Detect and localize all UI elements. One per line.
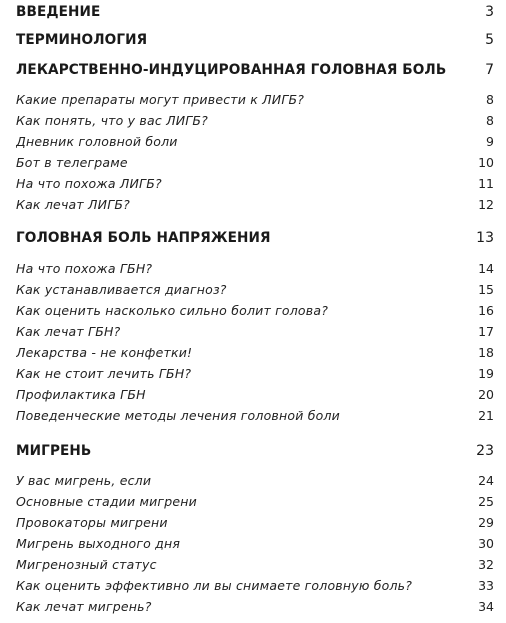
toc-item[interactable] [16, 366, 494, 381]
toc-item-title: На что похожа ГБН? [16, 261, 153, 276]
toc-item[interactable] [16, 197, 494, 212]
toc-page-number: 14 [478, 261, 494, 276]
toc-item-title: На что похожа ЛИГБ? [16, 176, 162, 191]
toc-item-title: Лекарства - не конфетки! [16, 345, 193, 360]
toc-page-number: 24 [478, 473, 494, 488]
toc-item[interactable] [16, 473, 494, 488]
toc-page-number: 7 [485, 62, 494, 78]
toc-section[interactable] [16, 443, 494, 459]
toc-item-title: Как лечат ЛИГБ? [16, 197, 130, 212]
toc-item[interactable] [16, 282, 494, 297]
toc-item[interactable] [16, 176, 494, 191]
toc-item-title: У вас мигрень, если [16, 473, 152, 488]
toc-item-title: Дневник головной боли [16, 134, 178, 149]
toc-item[interactable] [16, 345, 494, 360]
toc-page-number: 17 [478, 324, 494, 339]
toc-item[interactable] [16, 113, 494, 128]
toc-page-number: 23 [476, 443, 494, 459]
toc-item-title: Как оценить эффективно ли вы снимаете головную боль? [16, 578, 413, 593]
toc-item-title: Провокаторы мигрени [16, 515, 168, 530]
toc-page-number: 5 [485, 32, 494, 48]
toc-page-number: 29 [478, 515, 494, 530]
toc-item-title: Мигрень выходного дня [16, 536, 181, 551]
toc-item[interactable] [16, 515, 494, 530]
toc-page-number: 34 [478, 599, 494, 614]
toc-item-title: Поведенческие методы лечения головной боли [16, 408, 340, 423]
toc-page-number: 11 [478, 176, 494, 191]
toc-item[interactable] [16, 536, 494, 551]
toc-item[interactable] [16, 324, 494, 339]
toc-item-title: Мигренозный статус [16, 557, 157, 572]
toc-page-number: 13 [476, 230, 494, 246]
toc-item[interactable] [16, 303, 494, 318]
toc-page-number: 30 [478, 536, 494, 551]
toc-item[interactable] [16, 134, 494, 149]
toc-page-number: 25 [478, 494, 494, 509]
toc-item[interactable] [16, 557, 494, 572]
toc-page-number: 21 [478, 408, 494, 423]
toc-page-number: 8 [486, 92, 494, 107]
toc-page-number: 9 [486, 134, 494, 149]
toc-item[interactable] [16, 261, 494, 276]
toc-item-title: Как лечат мигрень? [16, 599, 152, 614]
toc-page-number: 18 [478, 345, 494, 360]
toc-item-title: Как устанавливается диагноз? [16, 282, 227, 297]
toc-section-title: ГОЛОВНАЯ БОЛЬ НАПРЯЖЕНИЯ [16, 230, 271, 246]
toc-item[interactable] [16, 408, 494, 423]
toc-item[interactable] [16, 599, 494, 614]
toc-page-number: 3 [485, 4, 494, 20]
toc-section-title: МИГРЕНЬ [16, 443, 92, 459]
toc-item[interactable] [16, 494, 494, 509]
toc-page-number: 10 [478, 155, 494, 170]
toc-item[interactable] [16, 155, 494, 170]
toc-item[interactable] [16, 578, 494, 593]
toc-item[interactable] [16, 387, 494, 402]
toc-page-number: 32 [478, 557, 494, 572]
toc-page-number: 15 [478, 282, 494, 297]
toc-item-title: Какие препараты могут привести к ЛИГБ? [16, 92, 305, 107]
toc-section[interactable] [16, 32, 494, 48]
toc-item-title: Основные стадии мигрени [16, 494, 197, 509]
toc-section[interactable] [16, 62, 494, 78]
toc-section-title: ЛЕКАРСТВЕННО-ИНДУЦИРОВАННАЯ ГОЛОВНАЯ БОЛЬ [16, 62, 447, 78]
toc-page-number: 20 [478, 387, 494, 402]
toc-section[interactable] [16, 230, 494, 246]
toc-item-title: Как оценить насколько сильно болит голова? [16, 303, 329, 318]
toc-page-number: 16 [478, 303, 494, 318]
toc-section-title: ВВЕДЕНИЕ [16, 4, 101, 20]
toc-page-number: 33 [478, 578, 494, 593]
toc-item-title: Как не стоит лечить ГБН? [16, 366, 192, 381]
toc-page-number: 12 [478, 197, 494, 212]
toc-item-title: Как лечат ГБН? [16, 324, 121, 339]
toc-section-title: ТЕРМИНОЛОГИЯ [16, 32, 148, 48]
toc-item[interactable] [16, 92, 494, 107]
toc-section[interactable] [16, 4, 494, 20]
toc-item-title: Как понять, что у вас ЛИГБ? [16, 113, 209, 128]
toc-page-number: 8 [486, 113, 494, 128]
toc-page-number: 19 [478, 366, 494, 381]
toc-item-title: Профилактика ГБН [16, 387, 146, 402]
toc-item-title: Бот в телеграме [16, 155, 128, 170]
